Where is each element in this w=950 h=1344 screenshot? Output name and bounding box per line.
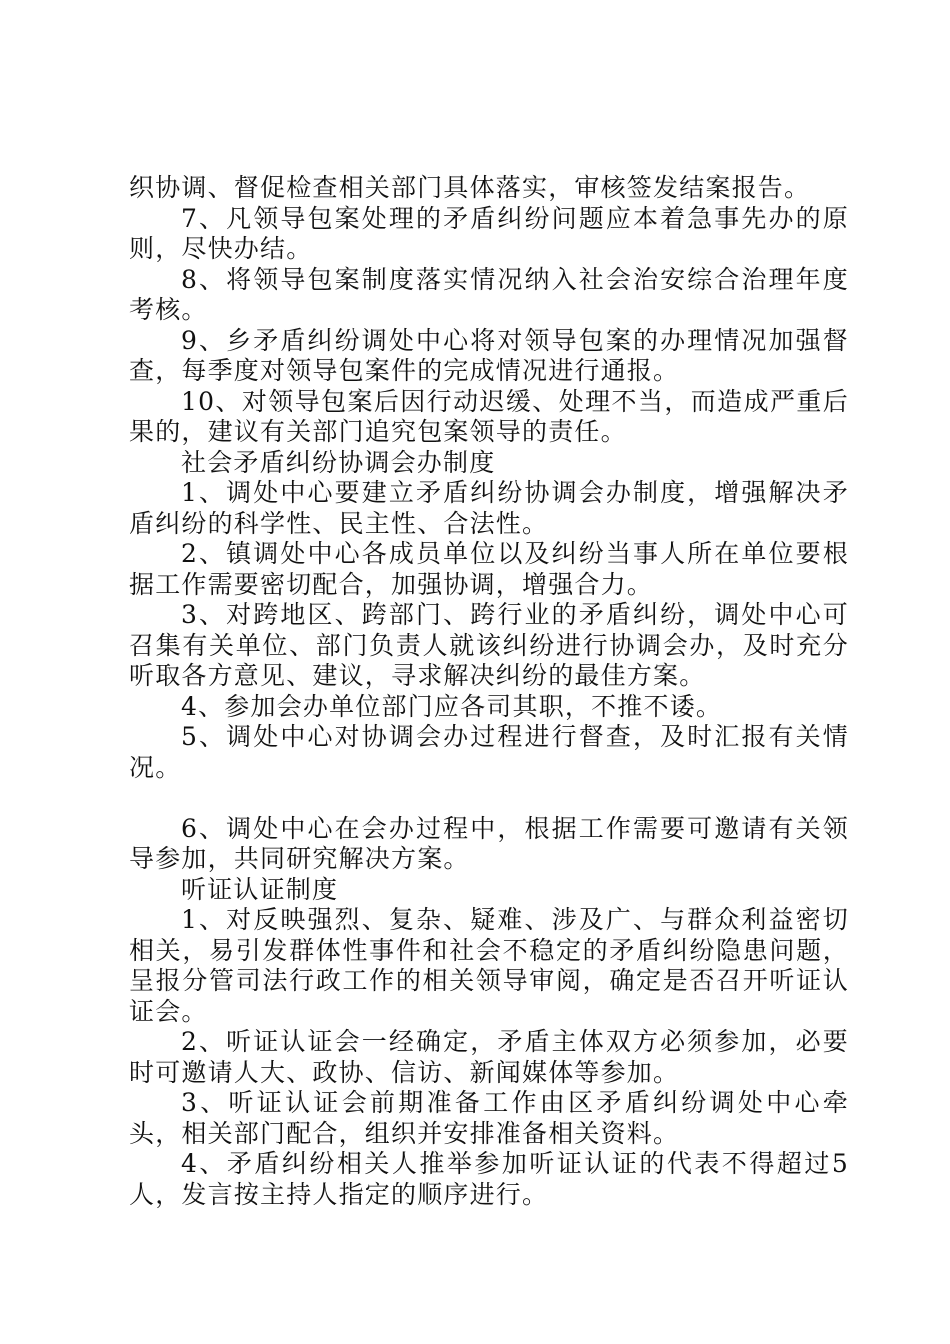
blank-line — [129, 783, 849, 814]
document-body — [129, 173, 849, 1210]
paragraph-hearing-4: 4、矛盾纠纷相关人推举参加听证认证的代表不得超过5人，发言按主持人指定的顺序进行。 — [129, 1149, 849, 1209]
paragraph-hearing-3: 3、听证认证会前期准备工作由区矛盾纠纷调处中心牵头，相关部门配合，组织并安排准备相关资料。 — [129, 1088, 849, 1148]
section-heading-coordination: 社会矛盾纠纷协调会办制度 — [181, 447, 496, 477]
paragraph-continuation: 织协调、督促检查相关部门具体落实，审核签发结案报告。 — [129, 173, 811, 202]
paragraph-hearing-1: 1、对反映强烈、复杂、疑难、涉及广、与群众利益密切相关，易引发群体性事件和社会不稳定的矛盾纠纷隐患问题，呈报分管司法行政工作的相关领导审阅，确定是否召开听证认证会。 — [129, 905, 849, 1026]
paragraph-coordination-1: 1、调处中心要建立矛盾纠纷协调会办制度，增强解决矛盾纠纷的科学性、民主性、合法性。 — [129, 478, 849, 538]
paragraph-item-8: 8、将领导包案制度落实情况纳入社会治安综合治理年度考核。 — [129, 264, 849, 324]
section-heading-hearing: 听证认证制度 — [181, 874, 339, 904]
paragraph-coordination-6: 6、调处中心在会办过程中，根据工作需要可邀请有关领导参加，共同研究解决方案。 — [129, 813, 849, 873]
paragraph-coordination-3: 3、对跨地区、跨部门、跨行业的矛盾纠纷，调处中心可召集有关单位、部门负责人就该纠纷进行协调会办，及时充分听取各方意见、建议，寻求解决纠纷的最佳方案。 — [129, 600, 849, 690]
paragraph-coordination-4: 4、参加会办单位部门应各司其职，不推不诿。 — [181, 691, 723, 721]
paragraph-item-7: 7、凡领导包案处理的矛盾纠纷问题应本着急事先办的原则，尽快办结。 — [129, 203, 849, 263]
paragraph-coordination-5: 5、调处中心对协调会办过程进行督查，及时汇报有关情况。 — [129, 722, 849, 782]
paragraph-hearing-2: 2、听证认证会一经确定，矛盾主体双方必须参加，必要时可邀请人大、政协、信访、新闻媒体等参加。 — [129, 1027, 849, 1087]
paragraph-item-9: 9、乡矛盾纠纷调处中心将对领导包案的办理情况加强督查，每季度对领导包案件的完成情况进行通报。 — [129, 325, 849, 385]
paragraph-coordination-2: 2、镇调处中心各成员单位以及纠纷当事人所在单位要根据工作需要密切配合，加强协调，增强合力。 — [129, 539, 849, 599]
paragraph-item-10: 10、对领导包案后因行动迟缓、处理不当，而造成严重后果的，建议有关部门追究包案领导的责任。 — [129, 386, 849, 446]
